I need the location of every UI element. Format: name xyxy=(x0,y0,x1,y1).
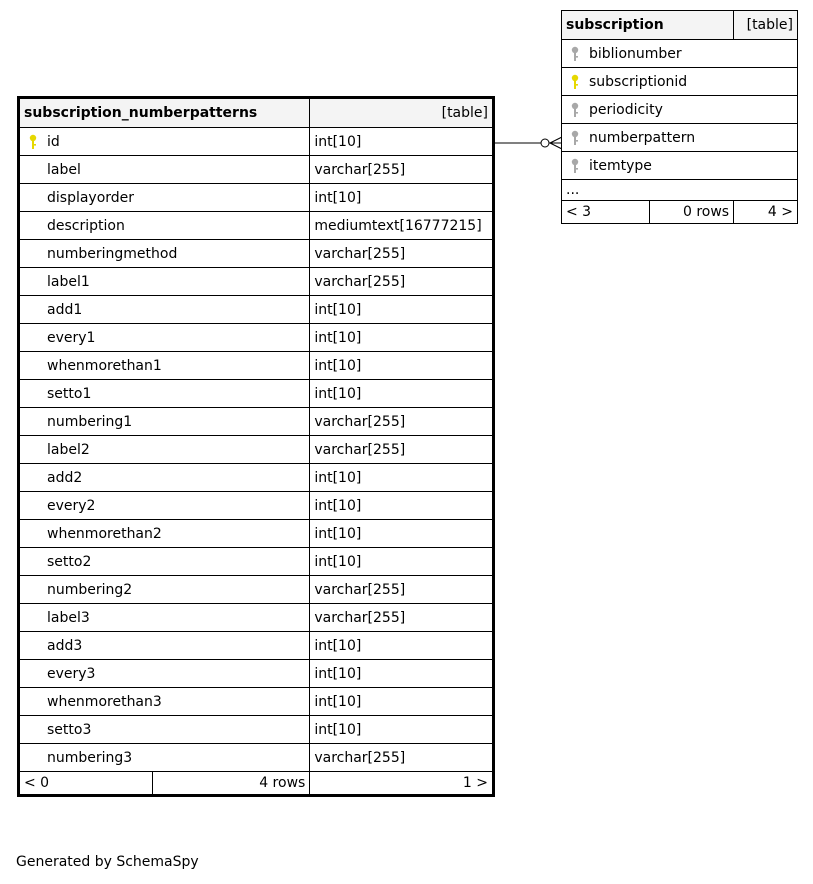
column-type: int[10] xyxy=(310,296,494,324)
column-row[interactable] xyxy=(562,152,798,180)
row-count: 4 rows xyxy=(152,772,310,796)
column-name: setto3 xyxy=(19,716,310,744)
table-subscription-numberpatterns[interactable] xyxy=(17,96,495,797)
column-row[interactable] xyxy=(19,268,494,296)
table-kind: [table] xyxy=(734,11,798,40)
column-type: int[10] xyxy=(310,688,494,716)
column-type: int[10] xyxy=(310,352,494,380)
column-row[interactable] xyxy=(19,156,494,184)
column-type: int[10] xyxy=(310,716,494,744)
column-name: add3 xyxy=(19,632,310,660)
column-row[interactable] xyxy=(562,124,798,152)
column-name: itemtype xyxy=(562,152,798,180)
column-type: int[10] xyxy=(310,184,494,212)
column-name: numberingmethod xyxy=(19,240,310,268)
more-columns-ellipsis: ... xyxy=(562,180,798,201)
column-row[interactable] xyxy=(19,240,494,268)
more-columns-row xyxy=(562,180,798,201)
column-name: subscriptionid xyxy=(562,68,798,96)
column-row[interactable] xyxy=(19,128,494,156)
column-type: mediumtext[16777215] xyxy=(310,212,494,240)
column-type: int[10] xyxy=(310,324,494,352)
column-type: varchar[255] xyxy=(310,436,494,464)
column-row[interactable] xyxy=(19,716,494,744)
column-name: every3 xyxy=(19,660,310,688)
column-name: setto2 xyxy=(19,548,310,576)
column-name: description xyxy=(19,212,310,240)
column-name: id xyxy=(19,128,310,156)
column-name: label1 xyxy=(19,268,310,296)
foreign-key-icon xyxy=(570,158,580,174)
column-name: numberpattern xyxy=(562,124,798,152)
column-row[interactable] xyxy=(19,604,494,632)
column-type: varchar[255] xyxy=(310,408,494,436)
column-row[interactable] xyxy=(19,352,494,380)
column-name: displayorder xyxy=(19,184,310,212)
column-row[interactable] xyxy=(19,548,494,576)
column-name: whenmorethan2 xyxy=(19,520,310,548)
column-type: int[10] xyxy=(310,548,494,576)
column-type: int[10] xyxy=(310,520,494,548)
table-footer xyxy=(19,772,494,796)
column-type: int[10] xyxy=(310,380,494,408)
table-subscription[interactable] xyxy=(561,10,798,224)
column-type: int[10] xyxy=(310,128,494,156)
column-name: every1 xyxy=(19,324,310,352)
relationship-connector xyxy=(495,137,562,149)
table-header xyxy=(19,98,494,128)
column-type: varchar[255] xyxy=(310,240,494,268)
column-row[interactable] xyxy=(19,296,494,324)
column-row[interactable] xyxy=(19,520,494,548)
table-kind: [table] xyxy=(310,98,494,128)
primary-key-icon xyxy=(28,134,38,150)
children-count: 1 > xyxy=(310,772,494,796)
column-row[interactable] xyxy=(19,324,494,352)
column-name: periodicity xyxy=(562,96,798,124)
column-name: add1 xyxy=(19,296,310,324)
column-row[interactable] xyxy=(19,464,494,492)
column-row[interactable] xyxy=(19,632,494,660)
column-type: varchar[255] xyxy=(310,604,494,632)
column-row[interactable] xyxy=(19,408,494,436)
column-type: varchar[255] xyxy=(310,268,494,296)
foreign-key-icon xyxy=(570,130,580,146)
generated-by-label: Generated by SchemaSpy xyxy=(16,854,199,870)
column-name: numbering3 xyxy=(19,744,310,772)
parents-count: < 3 xyxy=(562,201,650,224)
column-row[interactable] xyxy=(19,212,494,240)
column-row[interactable] xyxy=(19,436,494,464)
children-count: 4 > xyxy=(734,201,798,224)
primary-key-icon xyxy=(570,74,580,90)
column-type: int[10] xyxy=(310,464,494,492)
foreign-key-icon xyxy=(570,102,580,118)
row-count: 0 rows xyxy=(650,201,734,224)
foreign-key-icon xyxy=(570,46,580,62)
column-name: label2 xyxy=(19,436,310,464)
column-row[interactable] xyxy=(19,576,494,604)
column-row[interactable] xyxy=(19,492,494,520)
parents-count: < 0 xyxy=(19,772,153,796)
column-name: numbering1 xyxy=(19,408,310,436)
column-type: int[10] xyxy=(310,492,494,520)
column-row[interactable] xyxy=(562,40,798,68)
column-name: setto1 xyxy=(19,380,310,408)
table-footer xyxy=(562,201,798,224)
column-name: numbering2 xyxy=(19,576,310,604)
column-row[interactable] xyxy=(19,688,494,716)
column-type: varchar[255] xyxy=(310,744,494,772)
column-row[interactable] xyxy=(562,68,798,96)
column-name: whenmorethan1 xyxy=(19,352,310,380)
column-name: label xyxy=(19,156,310,184)
column-name: whenmorethan3 xyxy=(19,688,310,716)
column-type: int[10] xyxy=(310,660,494,688)
column-row[interactable] xyxy=(19,184,494,212)
column-name: biblionumber xyxy=(562,40,798,68)
column-name: every2 xyxy=(19,492,310,520)
column-row[interactable] xyxy=(19,744,494,772)
column-type: int[10] xyxy=(310,632,494,660)
column-type: varchar[255] xyxy=(310,156,494,184)
column-name: label3 xyxy=(19,604,310,632)
column-row[interactable] xyxy=(562,96,798,124)
column-type: varchar[255] xyxy=(310,576,494,604)
table-header xyxy=(562,11,798,40)
table-name[interactable]: subscription_numberpatterns xyxy=(19,98,310,128)
column-row[interactable] xyxy=(19,660,494,688)
column-row[interactable] xyxy=(19,380,494,408)
table-name[interactable]: subscription xyxy=(562,11,734,40)
column-name: add2 xyxy=(19,464,310,492)
